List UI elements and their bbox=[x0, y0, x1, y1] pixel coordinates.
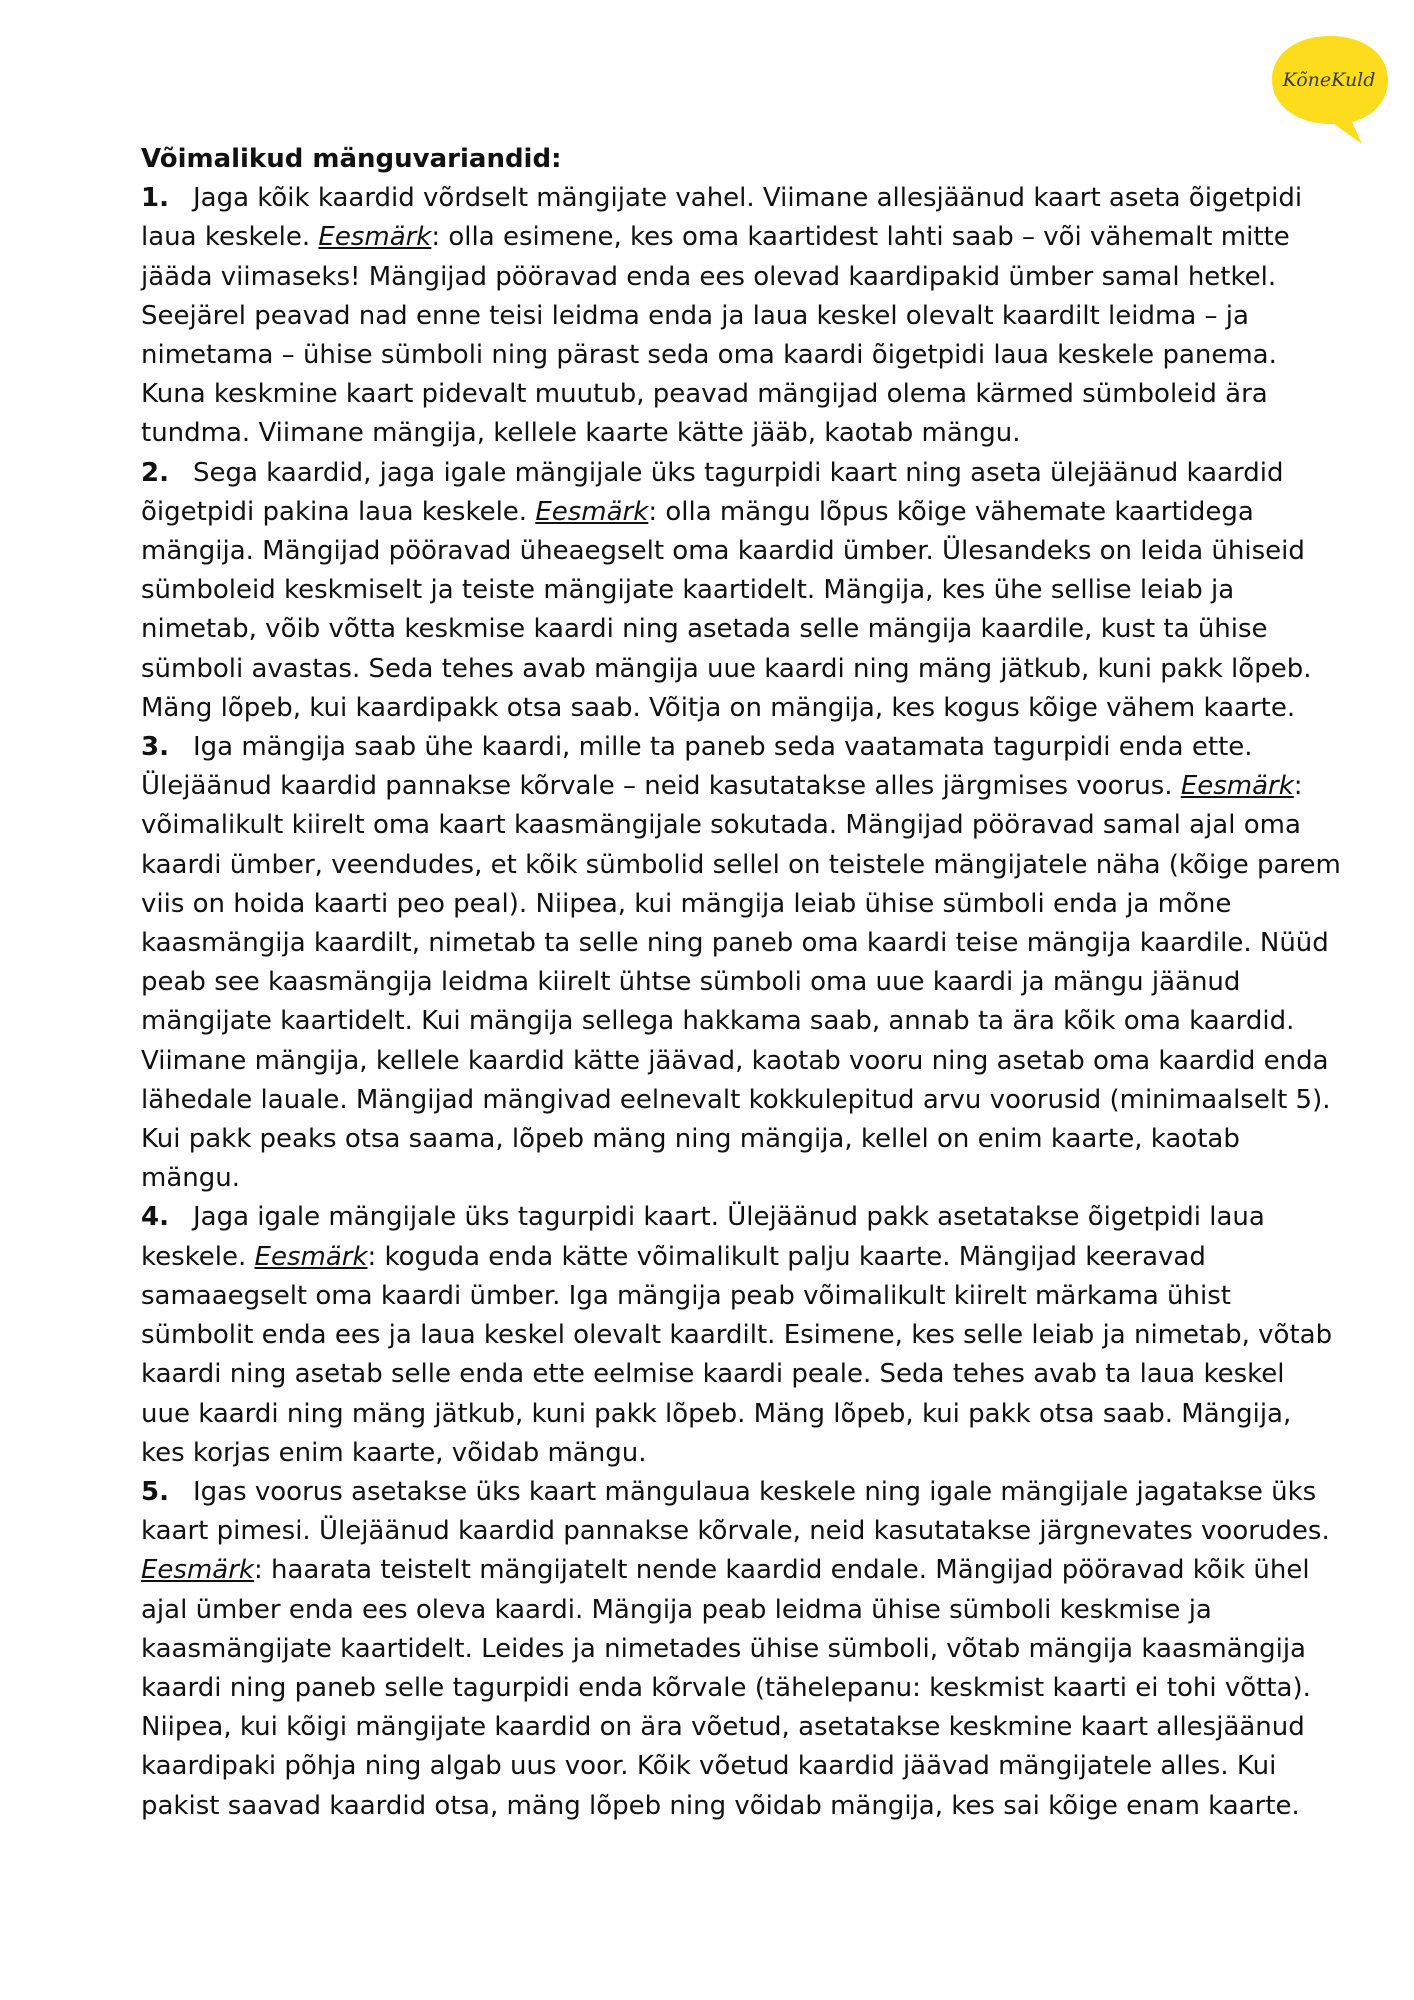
variant-number: 5. bbox=[141, 1476, 169, 1507]
variant-3 bbox=[141, 728, 1341, 1198]
document-body bbox=[141, 140, 1341, 1826]
goal-label: Eesmärk bbox=[1180, 771, 1294, 802]
variant-text: : koguda enda kätte võimalikult palju kaarte. Mängijad keeravad samaaegselt oma kaardi ümber. Iga mängija peab võimalikult kiirelt märkama ühist sümbolit enda ees ja laua keskel olevalt kaardilt. Esimene, kes selle leiab ja nimetab, võtab kaardi ning asetab selle enda ette eelmise kaardi peale. Seda tehes avab ta laua keskel uue kaardi ning mäng jätkub, kuni pakk lõpeb. Mäng lõpeb, kui pakk otsa saab. Mängija, kes korjas enim kaarte, võidab mängu. bbox=[141, 1241, 1333, 1468]
variant-5 bbox=[141, 1473, 1341, 1826]
variant-number: 1. bbox=[141, 183, 169, 214]
goal-label: Eesmärk bbox=[141, 1555, 254, 1586]
variant-1 bbox=[141, 179, 1341, 453]
variant-text: : olla esimene, kes oma kaartidest lahti saab – või vähemalt mitte jääda viimaseks! Mängijad pööravad enda ees olevad kaardipakid ümber samal hetkel. Seejärel peavad nad enne teisi leidma enda ja laua keskel olevalt kaardilt leidma – ja nimetama – ühise sümboli ning pärast seda oma kaardi õigetpidi laua keskele panema. Kuna keskmine kaart pidevalt muutub, peavad mängijad olema kärmed sümboleid ära tundma. Viimane mängija, kellele kaarte kätte jääb, kaotab mängu. bbox=[141, 222, 1290, 449]
variant-intro: Jaga kõik kaardid võrdselt mängijate vahel. Viimane allesjäänud kaart aseta õigetpidi laua keskele. bbox=[141, 183, 1303, 253]
variant-text: : võimalikult kiirelt oma kaart kaasmängijale sokutada. Mängijad pööravad samal ajal oma kaardi ümber, veendudes, et kõik sümbolid sellel on teistele mängijatele näha (kõige parem viis on hoida kaarti peo peal). Niipea, kui mängija leiab ühise sümboli enda ja mõne kaasmängija kaardilt, nimetab ta selle ning paneb oma kaardi teise mängija kaardile. Nüüd peab see kaasmängija leidma kiirelt ühtse sümboli oma uue kaardi ja mängu jäänud mängijate kaartidelt. Kui mängija sellega hakkama saab, annab ta ära kõik oma kaardid. Viimane mängija, kellele kaardid kätte jäävad, kaotab vooru ning asetab oma kaardid enda lähedale lauale. Mängijad mängivad eelnevalt kokkulepitud arvu voorusid (minimaalselt 5). Kui pakk peaks otsa saama, lõpeb mäng ning mängija, kellel on enim kaarte, kaotab mängu. bbox=[141, 771, 1341, 1194]
goal-label: Eesmärk bbox=[254, 1241, 368, 1272]
logo-text: KõneKuld bbox=[1282, 69, 1376, 91]
variant-intro: Igas voorus asetakse üks kaart mängulaua keskele ning igale mängijale jagatakse üks kaart pimesi. Ülejäänud kaardid pannakse kõrvale, neid kasutatakse järgnevates voorudes. bbox=[141, 1476, 1330, 1547]
variant-number: 2. bbox=[141, 457, 169, 488]
variant-number: 4. bbox=[141, 1202, 169, 1233]
goal-label: Eesmärk bbox=[318, 222, 432, 253]
page-heading: Võimalikud mänguvariandid: bbox=[141, 144, 562, 174]
variant-intro: Iga mängija saab ühe kaardi, mille ta paneb seda vaatamata tagurpidi enda ette. Ülejäänud kaardid pannakse kõrvale – neid kasutatakse alles järgmises voorus. bbox=[141, 732, 1253, 802]
variant-intro: Jaga igale mängijale üks tagurpidi kaart. Ülejäänud pakk asetatakse õigetpidi laua keskele. bbox=[141, 1202, 1265, 1272]
konekuld-logo bbox=[1268, 32, 1392, 146]
variant-text: : haarata teistelt mängijatelt nende kaardid endale. Mängijad pööravad kõik ühel ajal ümber enda ees oleva kaardi. Mängija peab leidma ühise sümboli keskmise ja kaasmängijate kaartidelt. Leides ja nimetades ühise sümboli, võtab mängija kaasmängija kaardi ning paneb selle tagurpidi enda kõrvale (tähelepanu: keskmist kaarti ei tohi võtta). Niipea, kui kõigi mängijate kaardid on ära võetud, asetatakse keskmine kaart allesjäänud kaardipaki põhja ning algab uus voor. Kõik võetud kaardid jäävad mängijatele alles. Kui pakist saavad kaardid otsa, mäng lõpeb ning võidab mängija, kes sai kõige enam kaarte. bbox=[141, 1555, 1311, 1821]
variant-2 bbox=[141, 454, 1341, 728]
variant-number: 3. bbox=[141, 732, 169, 763]
goal-label: Eesmärk bbox=[535, 496, 649, 527]
variant-4 bbox=[141, 1198, 1341, 1472]
variant-intro: Sega kaardid, jaga igale mängijale üks tagurpidi kaart ning aseta ülejäänud kaardid õigetpidi pakina laua keskele. bbox=[141, 457, 1284, 527]
variant-text: : olla mängu lõpus kõige vähemate kaartidega mängija. Mängijad pööravad üheaegselt oma kaardid ümber. Ülesandeks on leida ühiseid sümboleid keskmiselt ja teiste mängijate kaartidelt. Mängija, kes ühe sellise leiab ja nimetab, võib võtta keskmise kaardi ning asetada selle mängija kaardile, kust ta ühise sümboli avastas. Seda tehes avab mängija uue kaardi ning mäng jätkub, kuni pakk lõpeb. Mäng lõpeb, kui kaardipakk otsa saab. Võitja on mängija, kes kogus kõige vähem kaarte. bbox=[141, 496, 1312, 723]
